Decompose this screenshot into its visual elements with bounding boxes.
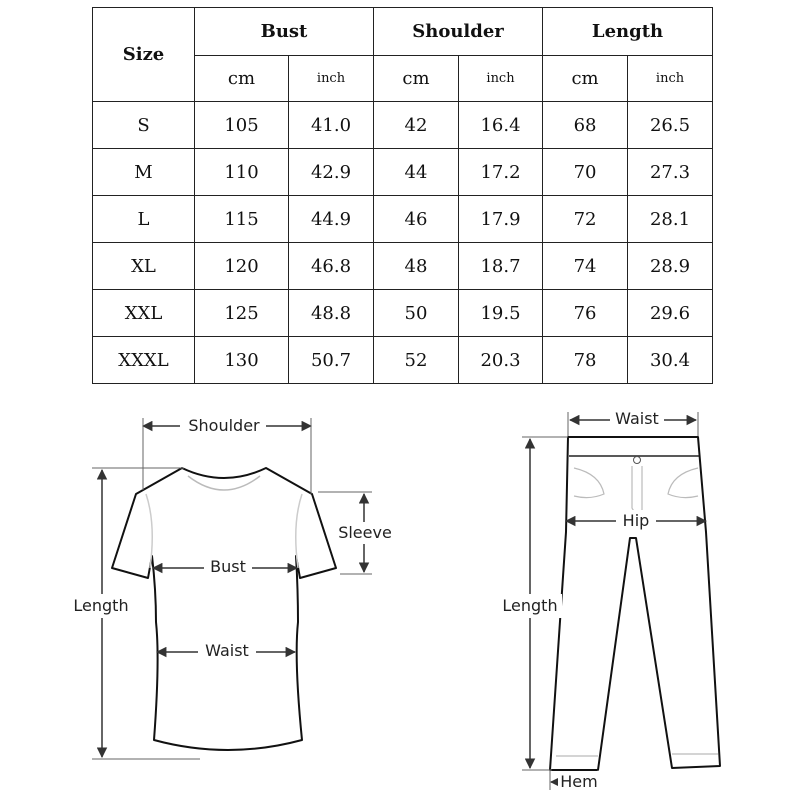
table-cell: 52 bbox=[374, 337, 459, 384]
pants-diagram bbox=[498, 408, 720, 793]
table-row bbox=[93, 196, 713, 243]
table-cell: 28.1 bbox=[628, 196, 713, 243]
size-cell: L bbox=[93, 196, 195, 243]
table-cell: 48.8 bbox=[289, 290, 374, 337]
table-row bbox=[93, 290, 713, 337]
table-cell: 76 bbox=[543, 290, 628, 337]
pants-outline bbox=[550, 437, 720, 770]
table-cell: 17.2 bbox=[459, 149, 543, 196]
unit-header: inch bbox=[628, 56, 713, 102]
table-cell: 48 bbox=[374, 243, 459, 290]
tshirt-sleeve-label: Sleeve bbox=[338, 523, 392, 542]
unit-header: cm bbox=[374, 56, 459, 102]
table-row bbox=[93, 243, 713, 290]
unit-header: inch bbox=[459, 56, 543, 102]
table-cell: 68 bbox=[543, 102, 628, 149]
table-cell: 74 bbox=[543, 243, 628, 290]
tshirt-waist-label: Waist bbox=[205, 641, 249, 660]
table-cell: 125 bbox=[195, 290, 289, 337]
table-cell: 28.9 bbox=[628, 243, 713, 290]
unit-header: inch bbox=[289, 56, 374, 102]
size-cell: M bbox=[93, 149, 195, 196]
measurement-diagrams bbox=[0, 395, 800, 800]
tshirt-shoulder-label: Shoulder bbox=[188, 416, 260, 435]
pants-hip-label: Hip bbox=[622, 511, 650, 530]
pants-waist-label: Waist bbox=[615, 409, 659, 428]
tshirt-diagram bbox=[70, 414, 394, 759]
table-cell: 20.3 bbox=[459, 337, 543, 384]
table-cell: 29.6 bbox=[628, 290, 713, 337]
tshirt-length-label: Length bbox=[73, 596, 129, 615]
table-cell: 70 bbox=[543, 149, 628, 196]
size-cell: XXL bbox=[93, 290, 195, 337]
size-cell: XL bbox=[93, 243, 195, 290]
table-row bbox=[93, 102, 713, 149]
table-cell: 16.4 bbox=[459, 102, 543, 149]
size-cell: S bbox=[93, 102, 195, 149]
unit-header: cm bbox=[543, 56, 628, 102]
table-cell: 42 bbox=[374, 102, 459, 149]
table-cell: 105 bbox=[195, 102, 289, 149]
table-cell: 130 bbox=[195, 337, 289, 384]
table-row bbox=[93, 337, 713, 384]
table-cell: 78 bbox=[543, 337, 628, 384]
size-chart-table bbox=[92, 7, 713, 384]
bust-header: Bust bbox=[195, 8, 374, 56]
table-cell: 30.4 bbox=[628, 337, 713, 384]
table-cell: 19.5 bbox=[459, 290, 543, 337]
table-cell: 72 bbox=[543, 196, 628, 243]
table-cell: 27.3 bbox=[628, 149, 713, 196]
table-cell: 44 bbox=[374, 149, 459, 196]
table-cell: 44.9 bbox=[289, 196, 374, 243]
table-cell: 50 bbox=[374, 290, 459, 337]
length-header: Length bbox=[543, 8, 713, 56]
tshirt-bust-label: Bust bbox=[210, 557, 246, 576]
table-cell: 110 bbox=[195, 149, 289, 196]
table-cell: 18.7 bbox=[459, 243, 543, 290]
table-cell: 46 bbox=[374, 196, 459, 243]
table-cell: 50.7 bbox=[289, 337, 374, 384]
table-cell: 26.5 bbox=[628, 102, 713, 149]
size-column-header: Size bbox=[93, 8, 195, 102]
tshirt-outline bbox=[112, 468, 336, 750]
table-cell: 115 bbox=[195, 196, 289, 243]
table-cell: 120 bbox=[195, 243, 289, 290]
unit-header: cm bbox=[195, 56, 289, 102]
table-cell: 46.8 bbox=[289, 243, 374, 290]
table-cell: 17.9 bbox=[459, 196, 543, 243]
table-cell: 41.0 bbox=[289, 102, 374, 149]
shoulder-header: Shoulder bbox=[374, 8, 543, 56]
table-row bbox=[93, 149, 713, 196]
pants-length-label: Length bbox=[502, 596, 558, 615]
size-cell: XXXL bbox=[93, 337, 195, 384]
table-cell: 42.9 bbox=[289, 149, 374, 196]
pants-hem-label: Hem bbox=[560, 772, 598, 791]
